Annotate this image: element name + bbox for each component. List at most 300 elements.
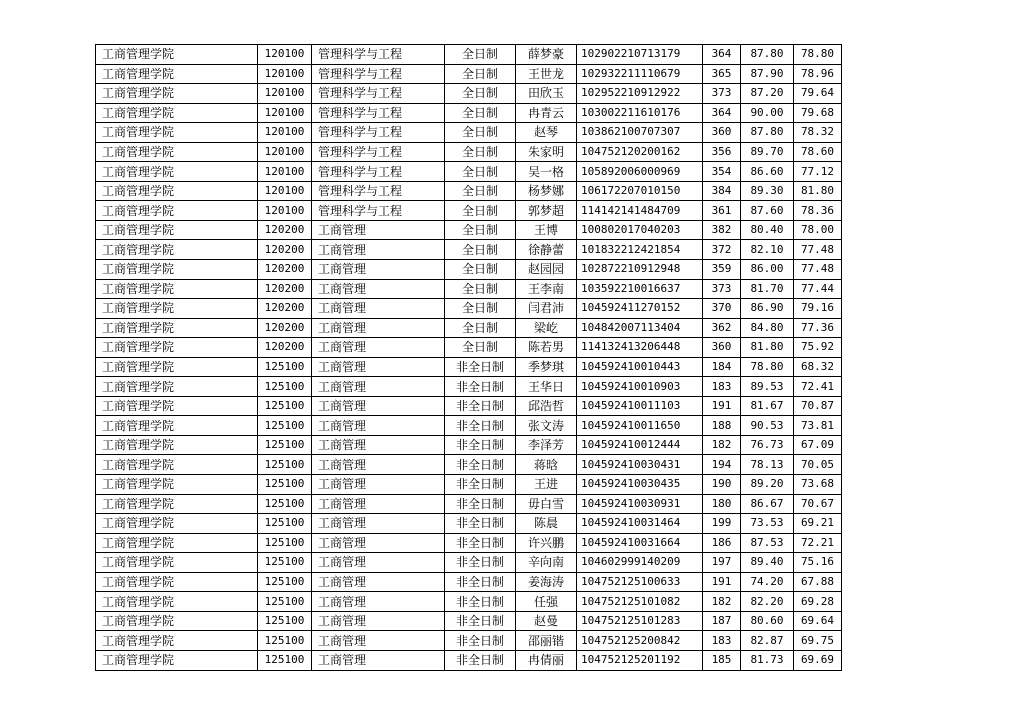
study-mode-cell: 非全日制 <box>445 494 516 514</box>
exam-id-cell: 114132413206448 <box>577 338 703 358</box>
school-cell: 工商管理学院 <box>96 553 258 573</box>
name-cell: 王进 <box>516 475 577 495</box>
major-name-cell: 工商管理 <box>312 396 445 416</box>
major-code-cell: 125100 <box>258 553 312 573</box>
initial-score-cell: 354 <box>703 162 741 182</box>
total-score-cell: 77.44 <box>794 279 842 299</box>
study-mode-cell: 非全日制 <box>445 592 516 612</box>
retest-score-cell: 78.13 <box>741 455 794 475</box>
major-name-cell: 工商管理 <box>312 611 445 631</box>
major-code-cell: 120100 <box>258 64 312 84</box>
major-code-cell: 120100 <box>258 103 312 123</box>
retest-score-cell: 80.40 <box>741 220 794 240</box>
study-mode-cell: 全日制 <box>445 318 516 338</box>
table-row <box>96 611 842 631</box>
table-row <box>96 103 842 123</box>
table-row <box>96 533 842 553</box>
initial-score-cell: 372 <box>703 240 741 260</box>
total-score-cell: 69.28 <box>794 592 842 612</box>
exam-id-cell: 100802017040203 <box>577 220 703 240</box>
major-name-cell: 工商管理 <box>312 435 445 455</box>
study-mode-cell: 全日制 <box>445 45 516 65</box>
exam-id-cell: 104602999140209 <box>577 553 703 573</box>
total-score-cell: 69.21 <box>794 514 842 534</box>
major-code-cell: 125100 <box>258 650 312 670</box>
exam-id-cell: 104592410010903 <box>577 377 703 397</box>
school-cell: 工商管理学院 <box>96 533 258 553</box>
major-name-cell: 管理科学与工程 <box>312 45 445 65</box>
retest-score-cell: 89.40 <box>741 553 794 573</box>
major-code-cell: 125100 <box>258 611 312 631</box>
major-name-cell: 工商管理 <box>312 240 445 260</box>
school-cell: 工商管理学院 <box>96 318 258 338</box>
initial-score-cell: 197 <box>703 553 741 573</box>
study-mode-cell: 非全日制 <box>445 416 516 436</box>
school-cell: 工商管理学院 <box>96 181 258 201</box>
major-name-cell: 工商管理 <box>312 377 445 397</box>
retest-score-cell: 86.67 <box>741 494 794 514</box>
total-score-cell: 81.80 <box>794 181 842 201</box>
major-name-cell: 管理科学与工程 <box>312 123 445 143</box>
retest-score-cell: 87.60 <box>741 201 794 221</box>
name-cell: 季梦琪 <box>516 357 577 377</box>
retest-score-cell: 76.73 <box>741 435 794 455</box>
study-mode-cell: 全日制 <box>445 103 516 123</box>
name-cell: 闫君沛 <box>516 299 577 319</box>
name-cell: 邵丽锴 <box>516 631 577 651</box>
initial-score-cell: 364 <box>703 103 741 123</box>
total-score-cell: 77.36 <box>794 318 842 338</box>
initial-score-cell: 188 <box>703 416 741 436</box>
retest-score-cell: 87.80 <box>741 45 794 65</box>
exam-id-cell: 104752125100633 <box>577 572 703 592</box>
school-cell: 工商管理学院 <box>96 650 258 670</box>
initial-score-cell: 359 <box>703 260 741 280</box>
table-row <box>96 201 842 221</box>
school-cell: 工商管理学院 <box>96 84 258 104</box>
name-cell: 杨梦娜 <box>516 181 577 201</box>
total-score-cell: 78.96 <box>794 64 842 84</box>
major-code-cell: 125100 <box>258 455 312 475</box>
retest-score-cell: 87.80 <box>741 123 794 143</box>
retest-score-cell: 78.80 <box>741 357 794 377</box>
exam-id-cell: 104592410030435 <box>577 475 703 495</box>
initial-score-cell: 186 <box>703 533 741 553</box>
name-cell: 蒋晗 <box>516 455 577 475</box>
table-row <box>96 435 842 455</box>
major-name-cell: 管理科学与工程 <box>312 84 445 104</box>
total-score-cell: 70.67 <box>794 494 842 514</box>
initial-score-cell: 190 <box>703 475 741 495</box>
total-score-cell: 67.88 <box>794 572 842 592</box>
name-cell: 李泽芳 <box>516 435 577 455</box>
exam-id-cell: 104592410010443 <box>577 357 703 377</box>
name-cell: 田欣玉 <box>516 84 577 104</box>
school-cell: 工商管理学院 <box>96 142 258 162</box>
major-code-cell: 125100 <box>258 631 312 651</box>
study-mode-cell: 全日制 <box>445 220 516 240</box>
major-code-cell: 120200 <box>258 260 312 280</box>
study-mode-cell: 全日制 <box>445 338 516 358</box>
major-name-cell: 工商管理 <box>312 338 445 358</box>
table-row <box>96 592 842 612</box>
major-name-cell: 管理科学与工程 <box>312 142 445 162</box>
table-row <box>96 279 842 299</box>
exam-id-cell: 102872210912948 <box>577 260 703 280</box>
major-code-cell: 120200 <box>258 299 312 319</box>
exam-id-cell: 104752120200162 <box>577 142 703 162</box>
table-row <box>96 318 842 338</box>
name-cell: 吴一格 <box>516 162 577 182</box>
school-cell: 工商管理学院 <box>96 201 258 221</box>
school-cell: 工商管理学院 <box>96 592 258 612</box>
name-cell: 姜海涛 <box>516 572 577 592</box>
school-cell: 工商管理学院 <box>96 475 258 495</box>
total-score-cell: 75.16 <box>794 553 842 573</box>
school-cell: 工商管理学院 <box>96 260 258 280</box>
table-body <box>96 45 842 671</box>
retest-score-cell: 87.90 <box>741 64 794 84</box>
major-name-cell: 管理科学与工程 <box>312 181 445 201</box>
table-row <box>96 240 842 260</box>
exam-id-cell: 102932211110679 <box>577 64 703 84</box>
retest-score-cell: 84.80 <box>741 318 794 338</box>
table-row <box>96 416 842 436</box>
name-cell: 赵曼 <box>516 611 577 631</box>
major-name-cell: 工商管理 <box>312 514 445 534</box>
initial-score-cell: 194 <box>703 455 741 475</box>
study-mode-cell: 全日制 <box>445 299 516 319</box>
total-score-cell: 68.32 <box>794 357 842 377</box>
name-cell: 冉倩丽 <box>516 650 577 670</box>
major-code-cell: 125100 <box>258 357 312 377</box>
admission-results-table <box>95 44 842 671</box>
initial-score-cell: 373 <box>703 84 741 104</box>
school-cell: 工商管理学院 <box>96 416 258 436</box>
initial-score-cell: 180 <box>703 494 741 514</box>
name-cell: 冉青云 <box>516 103 577 123</box>
exam-id-cell: 103862100707307 <box>577 123 703 143</box>
major-code-cell: 125100 <box>258 377 312 397</box>
study-mode-cell: 非全日制 <box>445 455 516 475</box>
total-score-cell: 70.87 <box>794 396 842 416</box>
total-score-cell: 78.80 <box>794 45 842 65</box>
table-row <box>96 220 842 240</box>
major-code-cell: 120100 <box>258 123 312 143</box>
total-score-cell: 73.68 <box>794 475 842 495</box>
exam-id-cell: 104592411270152 <box>577 299 703 319</box>
retest-score-cell: 74.20 <box>741 572 794 592</box>
school-cell: 工商管理学院 <box>96 572 258 592</box>
major-name-cell: 管理科学与工程 <box>312 201 445 221</box>
initial-score-cell: 199 <box>703 514 741 534</box>
retest-score-cell: 87.53 <box>741 533 794 553</box>
name-cell: 毋白雪 <box>516 494 577 514</box>
name-cell: 梁屹 <box>516 318 577 338</box>
major-code-cell: 125100 <box>258 396 312 416</box>
exam-id-cell: 104752125101082 <box>577 592 703 612</box>
name-cell: 邱浩哲 <box>516 396 577 416</box>
major-code-cell: 120200 <box>258 240 312 260</box>
table-row <box>96 572 842 592</box>
major-name-cell: 工商管理 <box>312 631 445 651</box>
retest-score-cell: 73.53 <box>741 514 794 534</box>
school-cell: 工商管理学院 <box>96 240 258 260</box>
total-score-cell: 78.36 <box>794 201 842 221</box>
initial-score-cell: 384 <box>703 181 741 201</box>
study-mode-cell: 非全日制 <box>445 396 516 416</box>
school-cell: 工商管理学院 <box>96 103 258 123</box>
major-name-cell: 工商管理 <box>312 494 445 514</box>
exam-id-cell: 102902210713179 <box>577 45 703 65</box>
study-mode-cell: 全日制 <box>445 279 516 299</box>
study-mode-cell: 全日制 <box>445 64 516 84</box>
total-score-cell: 78.60 <box>794 142 842 162</box>
exam-id-cell: 104592410031464 <box>577 514 703 534</box>
school-cell: 工商管理学院 <box>96 45 258 65</box>
total-score-cell: 77.12 <box>794 162 842 182</box>
major-name-cell: 工商管理 <box>312 592 445 612</box>
retest-score-cell: 89.53 <box>741 377 794 397</box>
exam-id-cell: 104592410011650 <box>577 416 703 436</box>
name-cell: 任强 <box>516 592 577 612</box>
total-score-cell: 77.48 <box>794 240 842 260</box>
retest-score-cell: 89.70 <box>741 142 794 162</box>
school-cell: 工商管理学院 <box>96 357 258 377</box>
table-row <box>96 455 842 475</box>
retest-score-cell: 82.20 <box>741 592 794 612</box>
initial-score-cell: 182 <box>703 592 741 612</box>
table-row <box>96 377 842 397</box>
initial-score-cell: 356 <box>703 142 741 162</box>
major-code-cell: 125100 <box>258 572 312 592</box>
major-name-cell: 管理科学与工程 <box>312 64 445 84</box>
study-mode-cell: 非全日制 <box>445 377 516 397</box>
table-row <box>96 162 842 182</box>
name-cell: 王华日 <box>516 377 577 397</box>
major-code-cell: 125100 <box>258 494 312 514</box>
retest-score-cell: 86.60 <box>741 162 794 182</box>
school-cell: 工商管理学院 <box>96 494 258 514</box>
retest-score-cell: 89.30 <box>741 181 794 201</box>
exam-id-cell: 103002211610176 <box>577 103 703 123</box>
major-name-cell: 工商管理 <box>312 357 445 377</box>
major-code-cell: 120100 <box>258 84 312 104</box>
exam-id-cell: 104592410030431 <box>577 455 703 475</box>
table-row <box>96 260 842 280</box>
major-code-cell: 120200 <box>258 279 312 299</box>
total-score-cell: 78.00 <box>794 220 842 240</box>
name-cell: 辛向南 <box>516 553 577 573</box>
exam-id-cell: 104592410030931 <box>577 494 703 514</box>
total-score-cell: 69.69 <box>794 650 842 670</box>
table-row <box>96 396 842 416</box>
exam-id-cell: 103592210016637 <box>577 279 703 299</box>
study-mode-cell: 非全日制 <box>445 475 516 495</box>
major-code-cell: 120100 <box>258 201 312 221</box>
initial-score-cell: 182 <box>703 435 741 455</box>
initial-score-cell: 191 <box>703 396 741 416</box>
retest-score-cell: 90.00 <box>741 103 794 123</box>
major-name-cell: 工商管理 <box>312 318 445 338</box>
total-score-cell: 77.48 <box>794 260 842 280</box>
total-score-cell: 79.68 <box>794 103 842 123</box>
major-name-cell: 工商管理 <box>312 299 445 319</box>
study-mode-cell: 非全日制 <box>445 357 516 377</box>
table-row <box>96 123 842 143</box>
table-row <box>96 45 842 65</box>
name-cell: 王李南 <box>516 279 577 299</box>
name-cell: 许兴鹏 <box>516 533 577 553</box>
initial-score-cell: 361 <box>703 201 741 221</box>
table-row <box>96 338 842 358</box>
major-code-cell: 120200 <box>258 220 312 240</box>
table-row <box>96 514 842 534</box>
retest-score-cell: 81.70 <box>741 279 794 299</box>
school-cell: 工商管理学院 <box>96 279 258 299</box>
major-code-cell: 120100 <box>258 181 312 201</box>
school-cell: 工商管理学院 <box>96 123 258 143</box>
table-row <box>96 357 842 377</box>
school-cell: 工商管理学院 <box>96 64 258 84</box>
school-cell: 工商管理学院 <box>96 514 258 534</box>
exam-id-cell: 114142141484709 <box>577 201 703 221</box>
table-row <box>96 142 842 162</box>
total-score-cell: 79.64 <box>794 84 842 104</box>
school-cell: 工商管理学院 <box>96 435 258 455</box>
name-cell: 陈晨 <box>516 514 577 534</box>
table-row <box>96 475 842 495</box>
table-row <box>96 181 842 201</box>
exam-id-cell: 104592410031664 <box>577 533 703 553</box>
major-name-cell: 工商管理 <box>312 553 445 573</box>
table-row <box>96 64 842 84</box>
major-name-cell: 工商管理 <box>312 533 445 553</box>
study-mode-cell: 非全日制 <box>445 435 516 455</box>
major-name-cell: 工商管理 <box>312 220 445 240</box>
major-name-cell: 工商管理 <box>312 279 445 299</box>
exam-id-cell: 104842007113404 <box>577 318 703 338</box>
school-cell: 工商管理学院 <box>96 299 258 319</box>
exam-id-cell: 104752125201192 <box>577 650 703 670</box>
total-score-cell: 69.75 <box>794 631 842 651</box>
total-score-cell: 79.16 <box>794 299 842 319</box>
table-row <box>96 299 842 319</box>
study-mode-cell: 非全日制 <box>445 650 516 670</box>
retest-score-cell: 89.20 <box>741 475 794 495</box>
retest-score-cell: 81.80 <box>741 338 794 358</box>
study-mode-cell: 非全日制 <box>445 514 516 534</box>
total-score-cell: 73.81 <box>794 416 842 436</box>
initial-score-cell: 370 <box>703 299 741 319</box>
study-mode-cell: 全日制 <box>445 201 516 221</box>
exam-id-cell: 104592410012444 <box>577 435 703 455</box>
name-cell: 陈若男 <box>516 338 577 358</box>
initial-score-cell: 382 <box>703 220 741 240</box>
initial-score-cell: 191 <box>703 572 741 592</box>
study-mode-cell: 全日制 <box>445 123 516 143</box>
study-mode-cell: 非全日制 <box>445 611 516 631</box>
retest-score-cell: 80.60 <box>741 611 794 631</box>
total-score-cell: 67.09 <box>794 435 842 455</box>
study-mode-cell: 全日制 <box>445 142 516 162</box>
study-mode-cell: 全日制 <box>445 162 516 182</box>
initial-score-cell: 184 <box>703 357 741 377</box>
table-row <box>96 650 842 670</box>
table-row <box>96 84 842 104</box>
name-cell: 徐静蕾 <box>516 240 577 260</box>
major-name-cell: 管理科学与工程 <box>312 103 445 123</box>
major-code-cell: 120200 <box>258 338 312 358</box>
name-cell: 薛梦豪 <box>516 45 577 65</box>
retest-score-cell: 81.73 <box>741 650 794 670</box>
study-mode-cell: 非全日制 <box>445 533 516 553</box>
exam-id-cell: 105892006000969 <box>577 162 703 182</box>
total-score-cell: 70.05 <box>794 455 842 475</box>
major-code-cell: 120100 <box>258 45 312 65</box>
name-cell: 王博 <box>516 220 577 240</box>
study-mode-cell: 非全日制 <box>445 631 516 651</box>
name-cell: 张文涛 <box>516 416 577 436</box>
study-mode-cell: 全日制 <box>445 181 516 201</box>
major-code-cell: 125100 <box>258 592 312 612</box>
initial-score-cell: 364 <box>703 45 741 65</box>
major-code-cell: 125100 <box>258 416 312 436</box>
name-cell: 郭梦超 <box>516 201 577 221</box>
school-cell: 工商管理学院 <box>96 377 258 397</box>
major-name-cell: 工商管理 <box>312 475 445 495</box>
initial-score-cell: 183 <box>703 377 741 397</box>
total-score-cell: 75.92 <box>794 338 842 358</box>
exam-id-cell: 106172207010150 <box>577 181 703 201</box>
total-score-cell: 78.32 <box>794 123 842 143</box>
study-mode-cell: 全日制 <box>445 84 516 104</box>
initial-score-cell: 362 <box>703 318 741 338</box>
initial-score-cell: 360 <box>703 123 741 143</box>
total-score-cell: 69.64 <box>794 611 842 631</box>
major-name-cell: 工商管理 <box>312 572 445 592</box>
retest-score-cell: 82.87 <box>741 631 794 651</box>
initial-score-cell: 183 <box>703 631 741 651</box>
name-cell: 赵园园 <box>516 260 577 280</box>
study-mode-cell: 非全日制 <box>445 553 516 573</box>
name-cell: 王世龙 <box>516 64 577 84</box>
table-row <box>96 494 842 514</box>
school-cell: 工商管理学院 <box>96 455 258 475</box>
school-cell: 工商管理学院 <box>96 396 258 416</box>
exam-id-cell: 104752125101283 <box>577 611 703 631</box>
initial-score-cell: 373 <box>703 279 741 299</box>
major-name-cell: 工商管理 <box>312 650 445 670</box>
major-name-cell: 工商管理 <box>312 455 445 475</box>
initial-score-cell: 365 <box>703 64 741 84</box>
total-score-cell: 72.41 <box>794 377 842 397</box>
table-row <box>96 631 842 651</box>
major-code-cell: 125100 <box>258 475 312 495</box>
initial-score-cell: 185 <box>703 650 741 670</box>
major-code-cell: 125100 <box>258 514 312 534</box>
exam-id-cell: 102952210912922 <box>577 84 703 104</box>
school-cell: 工商管理学院 <box>96 162 258 182</box>
school-cell: 工商管理学院 <box>96 631 258 651</box>
initial-score-cell: 360 <box>703 338 741 358</box>
study-mode-cell: 全日制 <box>445 240 516 260</box>
initial-score-cell: 187 <box>703 611 741 631</box>
major-code-cell: 120100 <box>258 142 312 162</box>
exam-id-cell: 101832212421854 <box>577 240 703 260</box>
exam-id-cell: 104752125200842 <box>577 631 703 651</box>
exam-id-cell: 104592410011103 <box>577 396 703 416</box>
